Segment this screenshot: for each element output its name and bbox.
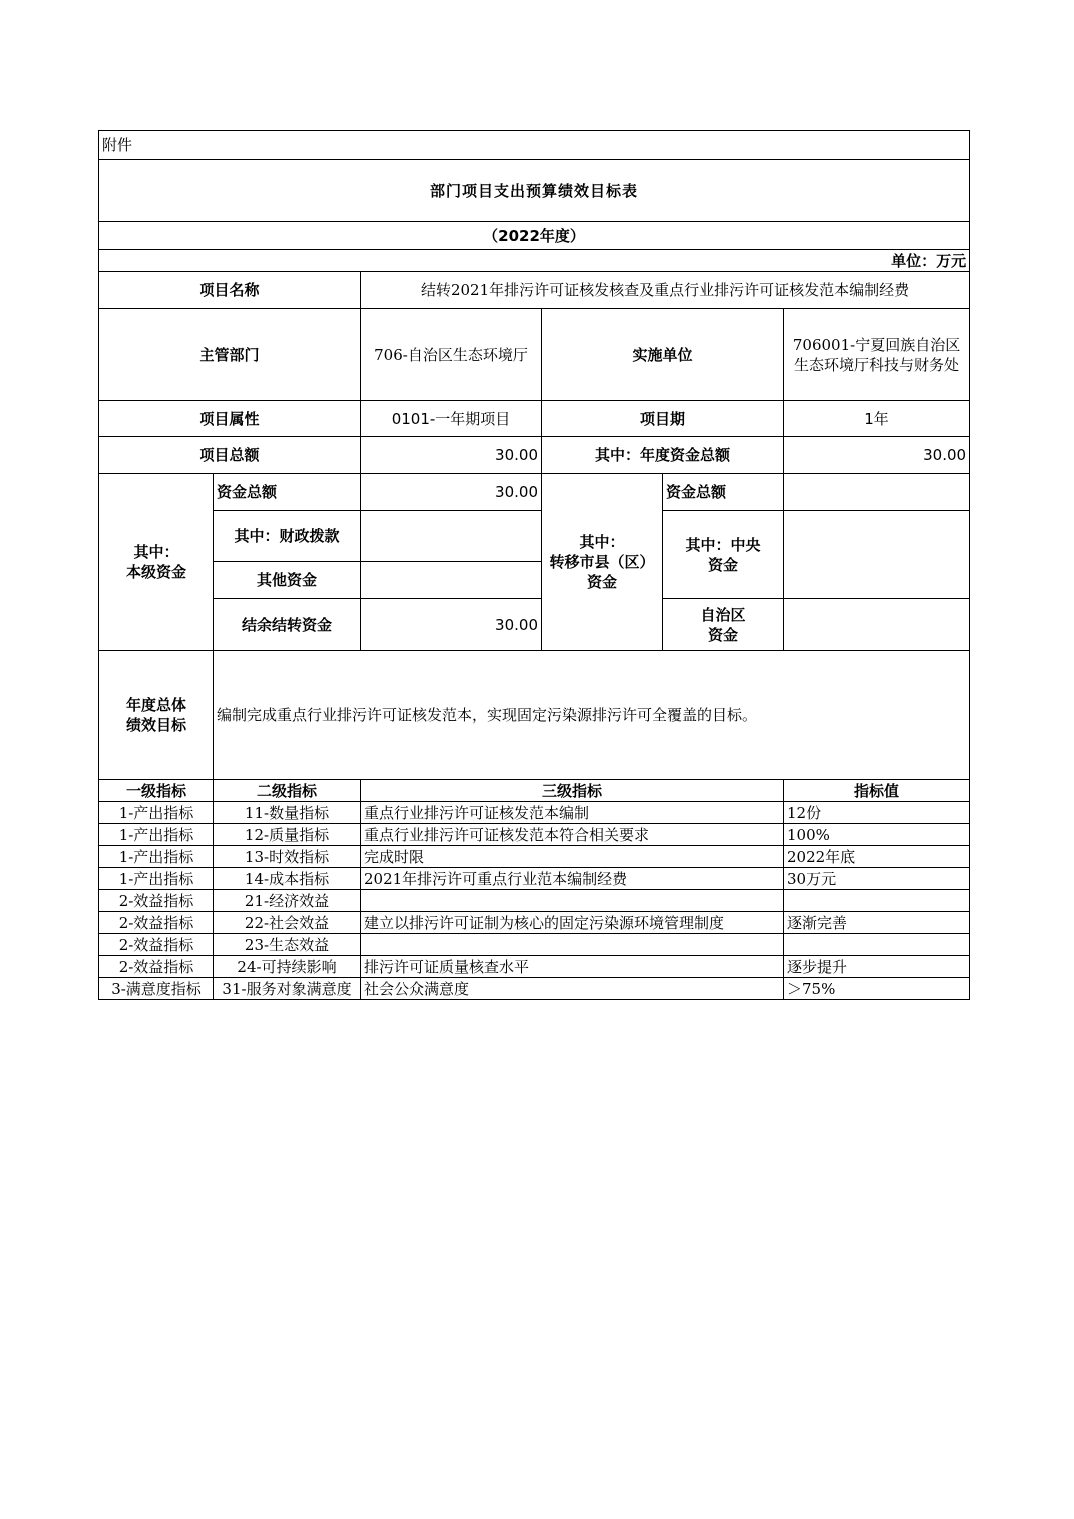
attachment-label: 附件 [99, 131, 970, 160]
other-funds-label: 其他资金 [214, 562, 361, 599]
carryover-funds-label: 结余结转资金 [214, 599, 361, 651]
year-label: （2022年度） [99, 222, 970, 250]
header-level3: 三级指标 [361, 780, 784, 802]
indicator-table [99, 780, 970, 1000]
row-level2: 14-成本指标 [214, 868, 361, 890]
annual-total-value: 30.00 [784, 437, 970, 474]
table-row [99, 934, 970, 956]
table-row [99, 890, 970, 912]
table-row [99, 868, 970, 890]
row-value: 12份 [784, 802, 970, 824]
header-value: 指标值 [784, 780, 970, 802]
annual-goal-label-line1: 年度总体 [125, 696, 186, 714]
central-funds-line1: 其中：中央 [685, 535, 761, 554]
period-label: 项目期 [542, 401, 784, 437]
row-value: 30万元 [784, 868, 970, 890]
table-row [99, 978, 970, 1000]
central-funds-value [784, 511, 970, 599]
row-value: 逐步提升 [784, 956, 970, 978]
row-level2: 24-可持续影响 [214, 956, 361, 978]
attribute-value: 0101-一年期项目 [361, 401, 542, 437]
annual-goal-text: 编制完成重点行业排污许可证核发范本，实现固定污染源排污许可全覆盖的目标。 [214, 651, 970, 780]
row-value: ＞75% [784, 978, 970, 1000]
region-funds-label [663, 599, 784, 651]
table-row [99, 824, 970, 846]
row-level1: 1-产出指标 [99, 868, 214, 890]
row-value: 逐渐完善 [784, 912, 970, 934]
row-level1: 2-效益指标 [99, 890, 214, 912]
fiscal-allocation-label: 其中：财政拨款 [214, 511, 361, 562]
row-value: 100% [784, 824, 970, 846]
row-level1: 1-产出指标 [99, 802, 214, 824]
own-funds-line1: 其中： [133, 543, 179, 561]
row-level3 [361, 934, 784, 956]
central-funds-label [663, 511, 784, 599]
region-funds-line1: 自治区 [700, 605, 746, 624]
annual-goal-label [99, 651, 214, 780]
transfer-funds-group-label [542, 474, 663, 651]
table-row [99, 846, 970, 868]
row-level2: 21-经济效益 [214, 890, 361, 912]
total-value: 30.00 [361, 437, 542, 474]
transfer-funds-line1: 其中： [579, 533, 625, 551]
row-level3: 建立以排污许可证制为核心的固定污染源环境管理制度 [361, 912, 784, 934]
annual-goal-label-line2: 绩效目标 [125, 716, 186, 734]
row-level1: 2-效益指标 [99, 934, 214, 956]
region-funds-value [784, 599, 970, 651]
row-level1: 3-满意度指标 [99, 978, 214, 1000]
transfer-funds-total-label: 资金总额 [663, 474, 784, 511]
region-funds-line2: 资金 [707, 625, 738, 644]
row-level2: 23-生态效益 [214, 934, 361, 956]
fiscal-allocation-value [361, 511, 542, 562]
performance-target-table [98, 130, 970, 1000]
central-funds-line2: 资金 [707, 555, 738, 574]
department-value: 706-自治区生态环境厅 [361, 309, 542, 401]
row-value [784, 890, 970, 912]
row-level1: 1-产出指标 [99, 824, 214, 846]
annual-total-label: 其中：年度资金总额 [542, 437, 784, 474]
indicator-header-row [99, 780, 970, 802]
row-level2: 12-质量指标 [214, 824, 361, 846]
row-level3: 重点行业排污许可证核发范本编制 [361, 802, 784, 824]
period-value: 1年 [784, 401, 970, 437]
row-level2: 22-社会效益 [214, 912, 361, 934]
attribute-label: 项目属性 [99, 401, 361, 437]
implementer-value-line2: 生态环境厅科技与财务处 [794, 355, 960, 374]
row-level3: 社会公众满意度 [361, 978, 784, 1000]
row-level2: 13-时效指标 [214, 846, 361, 868]
row-level1: 2-效益指标 [99, 956, 214, 978]
own-funds-group-label [99, 474, 214, 651]
row-level3 [361, 890, 784, 912]
row-level3: 排污许可证质量核查水平 [361, 956, 784, 978]
page-title: 部门项目支出预算绩效目标表 [99, 160, 970, 222]
row-value [784, 934, 970, 956]
other-funds-value [361, 562, 542, 599]
department-label: 主管部门 [99, 309, 361, 401]
table-row [99, 802, 970, 824]
transfer-funds-line3: 资金 [586, 573, 617, 591]
own-funds-total-label: 资金总额 [214, 474, 361, 511]
row-level3: 2021年排污许可重点行业范本编制经费 [361, 868, 784, 890]
total-label: 项目总额 [99, 437, 361, 474]
implementer-value-line1: 706001-宁夏回族自治区 [792, 335, 961, 354]
header-level1: 一级指标 [99, 780, 214, 802]
implementer-value [784, 309, 970, 401]
transfer-funds-total-value [784, 474, 970, 511]
row-level2: 11-数量指标 [214, 802, 361, 824]
row-value: 2022年底 [784, 846, 970, 868]
implementer-label: 实施单位 [542, 309, 784, 401]
row-level1: 2-效益指标 [99, 912, 214, 934]
row-level1: 1-产出指标 [99, 846, 214, 868]
table-row [99, 912, 970, 934]
row-level3: 完成时限 [361, 846, 784, 868]
own-funds-total-value: 30.00 [361, 474, 542, 511]
row-level2: 31-服务对象满意度 [214, 978, 361, 1000]
own-funds-line2: 本级资金 [125, 563, 186, 581]
transfer-funds-line2: 转移市县（区） [549, 553, 655, 571]
carryover-funds-value: 30.00 [361, 599, 542, 651]
project-name-label: 项目名称 [99, 272, 361, 309]
unit-label: 单位：万元 [99, 250, 970, 272]
row-level3: 重点行业排污许可证核发范本符合相关要求 [361, 824, 784, 846]
header-level2: 二级指标 [214, 780, 361, 802]
table-row [99, 956, 970, 978]
project-name-value: 结转2021年排污许可证核发核查及重点行业排污许可证核发范本编制经费 [361, 272, 970, 309]
